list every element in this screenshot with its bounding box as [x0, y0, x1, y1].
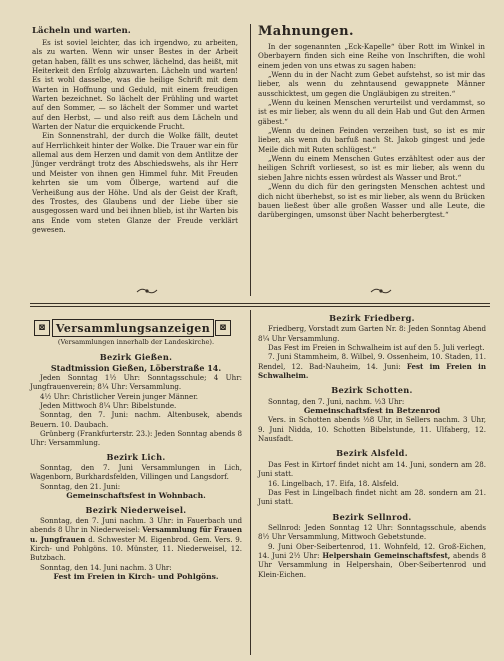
- entry-text: [258, 542, 486, 579]
- banner-title: Versammlungsanzeigen: [55, 321, 211, 335]
- article-heading: Mahnungen.: [258, 24, 354, 39]
- district-heading-sellnrod: Bezirk Sellnrod.: [332, 511, 412, 522]
- mission-address: Stadtmission Gießen, Löberstraße 14.: [50, 362, 222, 373]
- entry-text: Sonntag, den 7. Juni: nachm. Altenbusek, abends Beuern. 10. Daubach.: [30, 410, 242, 429]
- district-heading-giessen: Bezirk Gießen.: [99, 352, 173, 363]
- floral-ornament-icon: [136, 286, 158, 296]
- column-divider: [250, 310, 251, 655]
- entry-text: Sellnrod: Jeden Sonntag 12 Uhr: Sonntagsschule, abends 8½ Uhr Versammlung, Mittwoch Gebetstunde.: [258, 522, 486, 542]
- paragraph: „Wenn du in der Nacht zum Gebet aufstehst, so ist mir das lieber, als wenn du zehntausend gewappnete Männer ausschicktest, um gegen die Ungläubigen zu streiten.“: [258, 70, 485, 98]
- column-divider: [250, 24, 251, 296]
- district-heading-schotten: Bezirk Schotten.: [331, 385, 413, 396]
- entry-text: Das Fest in Lingelbach findet nicht am 28. sondern am 21. Juni statt.: [258, 487, 486, 507]
- entry-text: Sonntag, den 7. Juni nachm. 3 Uhr: in Fauerbach und abends 8 Uhr in Niederweisel:: [30, 515, 242, 535]
- entry-text: [258, 352, 486, 380]
- paragraph: Es ist soviel leichter, das ich irgendwo, zu arbeiten, als zu warten. Wenn wir unser Bestes in der Arbeit getan haben, fällt es uns schwer, lächelnd, das heißt, mit Heiterkeit den Erfolg abzuwarten. Lächeln und warten! Es ist wohl dasselbe, was die heilige Schrift mit dem Warten in Hoffnung und Geduld, mit einem freudigen Warten bezeichnet. So lächelt der Frühling und wartet auf den Sommer, — so lächelt der Sommer und wartet auf den Herbst, — und also reift aus dem Lächeln und Warten der Natur die erquickende Frucht.: [32, 38, 238, 132]
- entry-text: Jeden Mittwoch 8¼ Uhr: Bibelstunde.: [40, 401, 177, 411]
- paragraph: „Wenn du deinen Feinden verzeihen tust, so ist es mir lieber, als wenn du barfuß nach St. Jakob gingest und jede Meile dich mit Ruten schlügest.“: [258, 126, 485, 154]
- section-separator: [30, 306, 490, 307]
- entry-text: d. Schwester M. Eigenbrod. Gem. Vers. 9. Kirch- und Pohlgöns. 10. Münster, 11. Niederweisel, 12. Butzbach.: [30, 534, 243, 563]
- ornament-box-icon: ⊠: [215, 320, 231, 336]
- paragraph: „Wenn du dich für den geringsten Menschen achtest und dich nicht überhebst, so ist es mir lieber, als wenn du Brücken bauen ließest über alle großen Wasser und alle Leute, die darübergingen, umsonst über Nacht beherbergtest.“: [258, 182, 485, 220]
- announcements-banner: [52, 319, 214, 337]
- announcements-right: [258, 312, 486, 579]
- highlight-event: Gemeinschaftsfest in Betzenrod: [303, 406, 441, 416]
- highlight-event: Fest im Freien in Kirch- und Pohlgöns.: [53, 571, 219, 581]
- article-heading: Lächeln und warten.: [32, 26, 131, 36]
- highlight-event: Versammlung für Frauen u. Jungfrauen: [30, 525, 242, 544]
- entry-text: Friedberg, Vorstadt zum Garten Nr. 8: Jeden Sonntag Abend 8¼ Uhr Versammlung.: [258, 324, 486, 343]
- entry-text: 7. Juni Stammheim, 8. Wilbel, 9. Ossenheim, 10. Staden, 11. Rendel, 12. Bad-Nauheim, 14. Juni:: [258, 352, 486, 371]
- entry-text: 4½ Uhr: Christlicher Verein junger Männer.: [40, 391, 199, 401]
- article-mahnungen: [258, 24, 485, 220]
- district-heading-alsfeld: Bezirk Alsfeld.: [336, 448, 408, 459]
- district-heading-niederweisel: Bezirk Niederweisel.: [85, 504, 187, 515]
- entry-text: [30, 516, 242, 563]
- paragraph: In der sogenannten „Eck-Kapelle“ über Rott im Winkel in Oberbayern finden sich eine Reihe von Inschriften, die wohl einem jeden von uns etwas zu sagen haben:: [258, 42, 485, 70]
- district-heading-friedberg: Bezirk Friedberg.: [329, 313, 415, 323]
- banner-subtitle: (Versammlungen innerhalb der Landeskirche).: [57, 338, 215, 346]
- entry-text: Sonntag, den 14. Juni nachm. 3 Uhr:: [40, 562, 172, 572]
- paragraph: „Wenn du einem Menschen Gutes erzähltest oder aus der heiligen Schrift vorliesest, so ist es mir lieber, als wenn du sieben Jahre nichts essen würdest als Wasser und Brot.“: [258, 154, 485, 182]
- entry-text: Sonntag, den 7. Juni Versammlungen in Lich, Wagenborn, Burkhardsfelden, Villingen und Langsdorf.: [30, 463, 242, 482]
- entry-text: Sonntag, den 21. Juni:: [40, 481, 121, 491]
- highlight-event: Fest im Freien in Schwalheim.: [258, 361, 486, 381]
- entry-text: Jeden Sonntag 1½ Uhr: Sonntagsschule; 4 Uhr: Jungfrauenverein; 8¼ Uhr: Versammlung.: [30, 373, 242, 392]
- highlight-event: Helpershain Gemeinschaftsfest,: [322, 550, 451, 560]
- entry-text: Grünberg (Frankfurterstr. 23.): Jeden Sonntag abends 8 Uhr: Versammlung.: [30, 429, 242, 448]
- entry-text: Das Fest in Kirtorf findet nicht am 14. Juni, sondern am 28. Juni statt.: [258, 459, 486, 479]
- district-heading-lich: Bezirk Lich.: [106, 451, 166, 462]
- entry-text: Sonntag, den 7. Juni, nachm. ½3 Uhr:: [268, 396, 405, 406]
- entry-text: Vers. in Schotten abends ½8 Uhr, in Sellers nachm. 3 Uhr, 9. Juni Nidda, 10. Schotten Bibelstunde, 11. Ulfaberg, 12. Nausfadt.: [258, 415, 486, 444]
- entry-text: Das Fest im Freien in Schwalheim ist auf den 5. Juli verlegt.: [268, 343, 485, 353]
- paragraph: „Wenn du keinen Menschen verurteilst und verdammst, so ist es mir lieber, als wenn du all dein Hab und Gut den Armen gäbest.“: [258, 98, 485, 126]
- article-laecheln: [32, 26, 238, 234]
- entry-text: 9. Juni Ober-Seibertenrod, 11. Wohnfeld, 12. Groß-Eichen, 14. Juni 2½ Uhr:: [258, 541, 486, 560]
- highlight-event: Gemeinschaftsfest in Wohnbach.: [66, 491, 206, 501]
- ornament-box-icon: ⊠: [34, 320, 50, 336]
- floral-ornament-icon: [370, 286, 392, 296]
- section-separator: [30, 303, 490, 304]
- announcements-left: [30, 338, 242, 581]
- entry-text: 16. Lingelbach, 17. Eifa, 18. Alsfeld.: [268, 478, 399, 488]
- paragraph: Ein Sonnenstrahl, der durch die Wolke fällt, deutet auf Herrlichkeit hinter der Wolke. Die Trauer war ein für allemal aus dem Herzen und damit von dem Antlitze der Jünger verdrängt trotz des Abschiedswehs, als ihr Herr und Meister von ihnen gen Himmel fuhr. Mit Freuden kehrten sie um vom Ölberge, wartend auf die Verheißung aus der Höhe. Und als der Geist der Kraft, des Trostes, des Glaubens und der Liebe über sie ausgegossen ward und bei ihnen blieb, ist ihr Warten bis ans Ende vom steten Glanze der Freude verklärt gewesen.: [32, 131, 238, 234]
- entry-text: abends 8 Uhr Versammlung in Helpershain, Ober-Seibertenrod und Klein-Eichen.: [258, 550, 487, 579]
